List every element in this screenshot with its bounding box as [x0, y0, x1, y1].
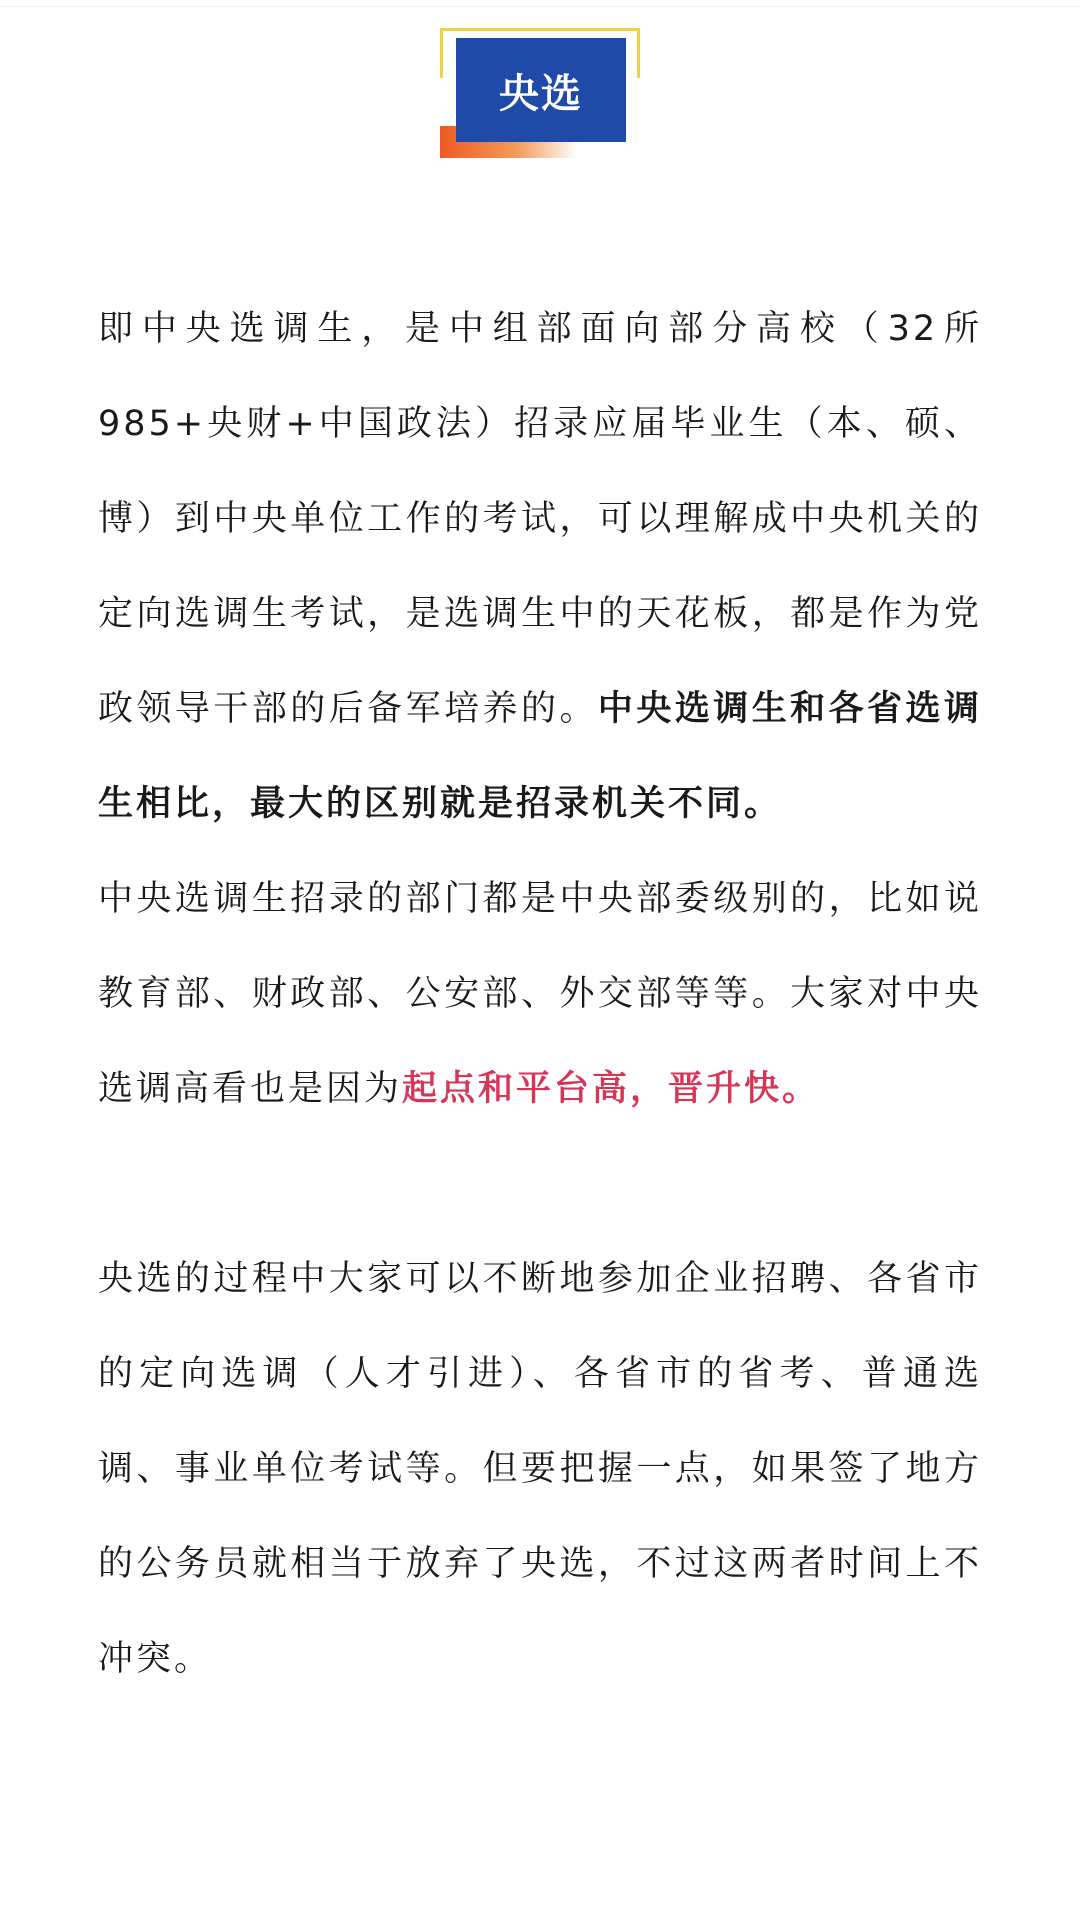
paragraph-2	[98, 852, 982, 1137]
paragraph-1	[98, 282, 982, 852]
section-header-badge	[436, 28, 646, 160]
section-title: 央选	[499, 70, 583, 117]
paragraph-spacer	[98, 1137, 982, 1232]
paragraph-3	[98, 1232, 982, 1707]
article-body	[98, 282, 982, 1707]
paragraph-1-text: 即中央选调生，是中组部面向部分高校（32所985+央财+中国政法）招录应届毕业生（本、硕、博）到中央单位工作的考试，可以理解成中央机关的定向选调生考试，是选调生中的天花板，都是作为党政领导干部的后备军培养的。	[98, 309, 982, 729]
paragraph-1-bold-text: 中央选调生和各省选调生相比，最大的区别就是招录机关不同。	[98, 689, 982, 824]
paragraph-2-highlight-text: 起点和平台高，晋升快。	[402, 1069, 821, 1109]
top-divider	[0, 6, 1080, 7]
badge-box	[456, 38, 626, 142]
paragraph-2-text: 中央选调生招录的部门都是中央部委级别的，比如说教育部、财政部、公安部、外交部等等。大家对中央选调高看也是因为	[98, 879, 982, 1109]
paragraph-3-text: 央选的过程中大家可以不断地参加企业招聘、各省市的定向选调（人才引进）、各省市的省考、普通选调、事业单位考试等。但要把握一点，如果签了地方的公务员就相当于放弃了央选，不过这两者时间上不冲突。	[98, 1259, 982, 1679]
